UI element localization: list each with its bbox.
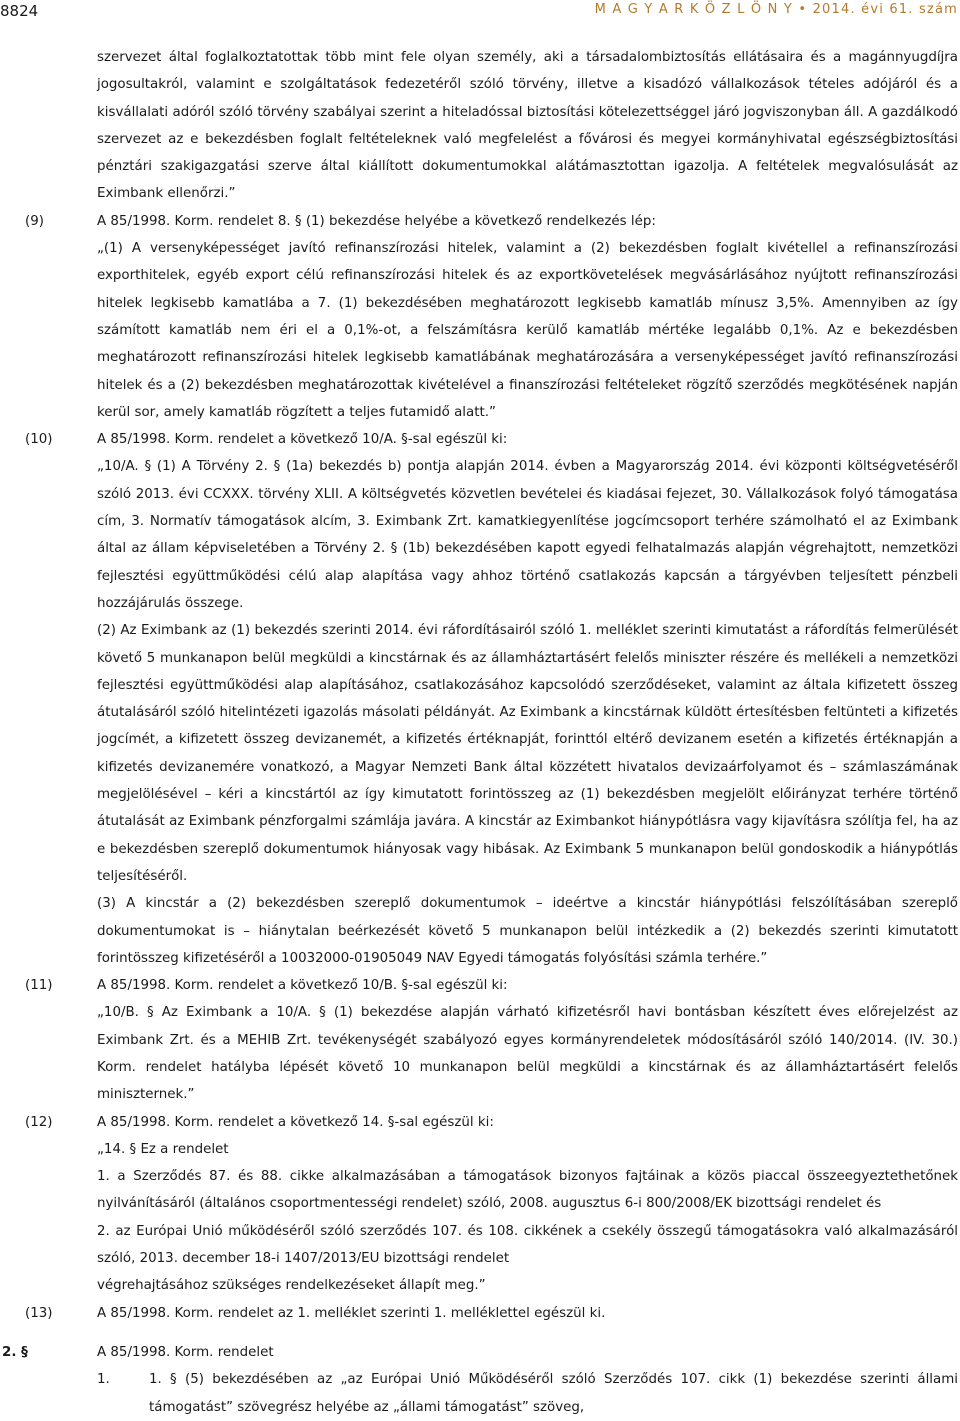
list-item-text: 1. § (5) bekezdésében az „az Európai Unió Működéséről szóló Szerződés 107. cikk (1) bekezdése szerinti állami támogatást” szövegrész helyébe az „állami támogatást” szöveg, bbox=[149, 1372, 958, 1415]
paragraph: (11) A 85/1998. Korm. rendelet a következő 10/B. §-sal egészül ki: bbox=[25, 978, 508, 994]
document-body bbox=[0, 44, 958, 1421]
paragraph: „10/B. § Az Eximbank a 10/A. § (1) bekezdése alapján várható kifizetésről havi bontásban készített éves előrejelzést az Eximbank Zrt. és a MEHIB Zrt. tevékenységét szabályozó egyes kormányrendeletek módosításáról szóló 140/2014. (IV. 30.) Korm. rendelet hatályba lépését követő 10 munkanapon belül megküldi a kincstárnak és az államháztartásért felelős miniszternek.” bbox=[97, 1005, 958, 1103]
paragraph: 1. a Szerződés 87. és 88. cikke alkalmazásában a támogatások bizonyos fajtáinak a közös piaccal összeegyeztethetőnek nyilvánításáról (általános csoportmentességi rendelet) szóló, 2008. augusztus 6-i 800/2008/EK bizottsági rendelet és bbox=[97, 1169, 958, 1212]
paragraph: (2) Az Eximbank az (1) bekezdés szerinti 2014. évi ráfordításairól szóló 1. melléklet szerinti kimutatást a ráfordítás felmerülését követő 5 munkanapon belül megküldi a kincstárnak és az államháztartásért felelős miniszter részére és mellékeli a nemzetközi fejlesztési együttműködési alap alapításához, csatlakozásához kapcsolódó szerződéseket, valamint az általa kifizetett összeg átutalásáról szóló hitelintézeti igazolás másolati példányát. Az Eximbank a kincstárnak küldött értesítésben feltünteti a kifizetés jogcímét, a kifizetett összeg devizanemét, a kifizetés értéknapját, forinttól eltérő devizanem esetén a kifizetés értéknapján a kifizetés devizanemére vonatkozó, a Magyar Nemzeti Bank által közzétett hivatalos devizaárfolyamot és – számlaszámának megjelölésével – kéri a kincstártól az így kimutatott forintösszeg az (1) bekezdésben megjelölt előirányzat terhére történő átutalását az Eximbank pénzforgalmi számlája javára. A kincstár az Eximbankot hiánypótlásra vagy kijavításra szólítja fel, ha az e bekezdésben szereplő dokumentumok hiányosak vagy hibásak. Az Eximbank 5 munkanapon belül gondoskodik a hiánypótlás teljesítéséről. bbox=[97, 623, 958, 884]
running-head: M A G Y A R K Ö Z L Ö N Y • 2014. évi 61. szám bbox=[594, 2, 958, 17]
paragraph: végrehajtásához szükséges rendelkezéseket állapít meg.” bbox=[97, 1278, 486, 1294]
section-items bbox=[97, 1366, 958, 1421]
paragraph: (3) A kincstár a (2) bekezdésben szereplő dokumentumok – ideértve a kincstár hiánypótlási felszólításában szereplő dokumentumokat is – hiánytalan beérkezését követő 5 munkanapon belül intézkedik a (2) bekezdés szerinti kimutatott forintösszeg kifizetéséről a 10032000-01905049 NAV Egyedi támogatás folyósítási számla terhére.” bbox=[97, 896, 958, 966]
page-header bbox=[0, 0, 960, 26]
paragraph: szervezet által foglalkoztatottak több mint fele olyan személy, aki a társadalombiztosítás ellátásaira és a magánnyugdíjra jogosultakról, valamint e szolgáltatások fedezetéről szóló törvény, illetve a kisadózó vállalkozások tételes adójáról és a kisvállalati adóról szóló törvény szabályai szerint a hiteladóssal biztosítási kötelezettséggel járó jogviszonyban áll. A gazdálkodó szervezet az e bekezdésben foglalt feltételeknek való megfelelést a fővárosi és megyei kormányhivatal egészségbiztosítási pénztári szakigazgatási szerve által kiállított dokumentumokkal alátámasztottan igazolja. A feltételek megvalósulását az Eximbank ellenőrzi.” bbox=[97, 50, 958, 202]
paragraph: (13) A 85/1998. Korm. rendelet az 1. melléklet szerinti 1. melléklettel egészül ki. bbox=[25, 1305, 606, 1321]
paragraph: 2. az Európai Unió működéséről szóló szerződés 107. és 108. cikkének a csekély összegű támogatásokra való alkalmazásáról szóló, 2013. december 18-i 1407/2013/EU bizottsági rendelet bbox=[97, 1223, 958, 1267]
paragraph: „10/A. § (1) A Törvény 2. § (1a) bekezdés b) pontja alapján 2014. évben a Magyarország 2014. évi központi költségvetéséről szóló 2013. évi CCXXX. törvény XLII. A költségvetés közvetlen bevételei és kiadásai fejezet, 30. Vállalkozások folyó támogatása cím, 3. Normatív támogatások alcím, 3. Eximbank Zrt. kamatkiegyenlítése jogcímcsoport terhére számolható el az Eximbank által az állam képviseletében a Törvény 2. § (1b) bekezdésében kapott egyedi felhatalmazás alapján végrehajtott, nemzetközi fejlesztési együttműködési célú alap alapítása vagy ahhoz történő csatlakozás kapcsán a tárgyévben teljesített pénzbeli hozzájárulás összege. bbox=[97, 459, 958, 611]
section-title: A 85/1998. Korm. rendelet bbox=[97, 1344, 274, 1360]
page-number: 8824 bbox=[0, 2, 39, 20]
list-item-number: 1. bbox=[97, 1372, 110, 1388]
paragraph: „14. § Ez a rendelet bbox=[97, 1141, 229, 1157]
paragraph: (12) A 85/1998. Korm. rendelet a következő 14. §-sal egészül ki: bbox=[25, 1114, 494, 1130]
section-number: 2. § bbox=[2, 1344, 28, 1360]
paragraph: (9) A 85/1998. Korm. rendelet 8. § (1) bekezdése helyébe a következő rendelkezés lép: bbox=[25, 213, 656, 229]
paragraph: (10) A 85/1998. Korm. rendelet a következő 10/A. §-sal egészül ki: bbox=[25, 432, 508, 448]
paragraph: „(1) A versenyképességet javító refinanszírozási hitelek, valamint a (2) bekezdésben foglalt kivétellel a refinanszírozási exporthitelek, egyéb export célú refinanszírozási hitelek és az exportkövetelések megvásárlásához nyújtott refinanszírozási hitelek legkisebb kamatlába a 7. (1) bekezdésében meghatározott legkisebb kamatláb mínusz 3,5%. Amennyiben az így számított kamatláb nem éri el a 0,1%-ot, a felszámításra kerülő kamatláb mértéke legalább 0,1%. Az e bekezdésben meghatározott refinanszírozási hitelek legkisebb kamatlábának meghatározására a versenyképességet javító refinanszírozási hitelek és a (2) bekezdésben meghatározottak kivételével a finanszírozási feltételeket rögzítő szerződés megkötésének napján kerül sor, amely kamatláb rögzített a teljes futamidő alatt.” bbox=[97, 241, 958, 420]
section-heading bbox=[2, 1339, 958, 1366]
list-item bbox=[97, 1366, 958, 1421]
